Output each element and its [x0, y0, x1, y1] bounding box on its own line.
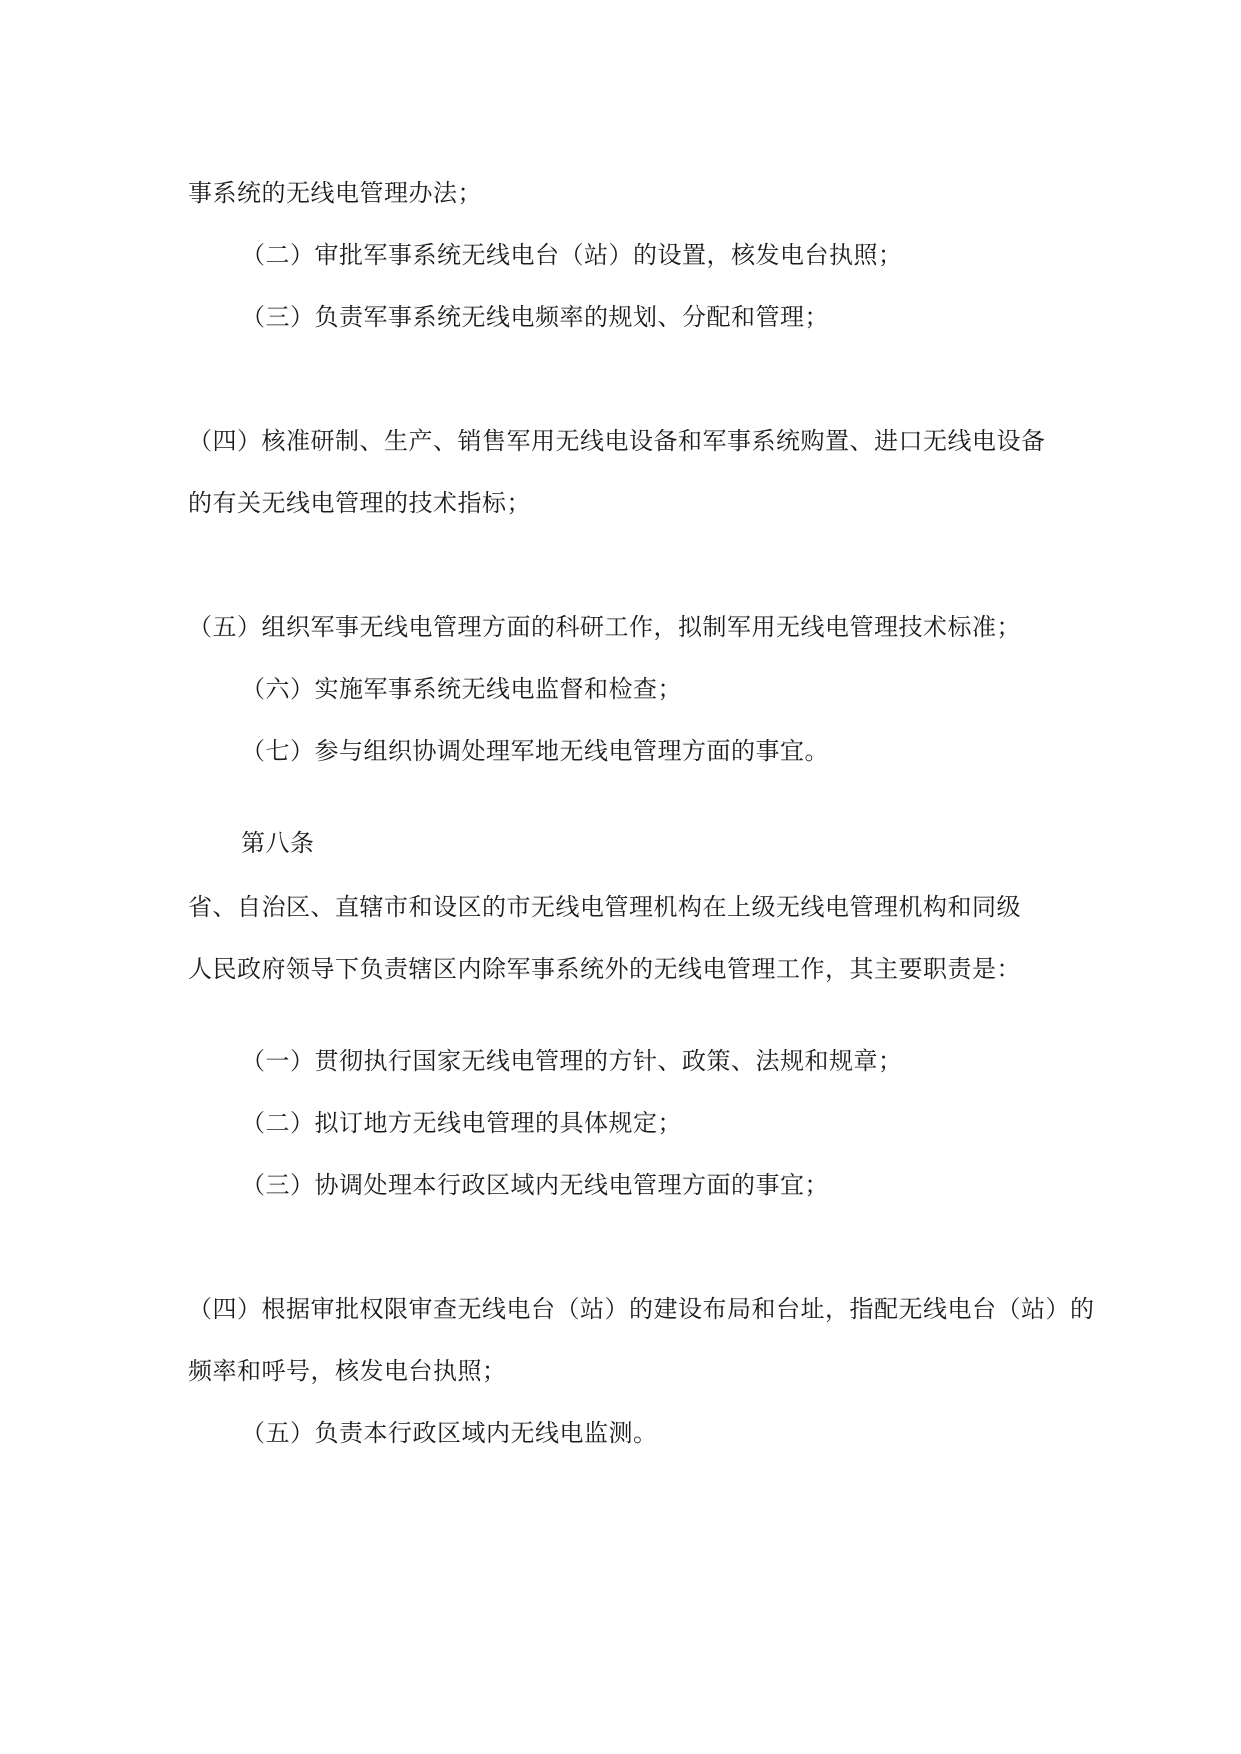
text-line: 的有关无线电管理的技术指标；: [188, 489, 531, 517]
text-line: （六）实施军事系统无线电监督和检查；: [241, 675, 682, 703]
text-line: （五）负责本行政区域内无线电监测。: [241, 1419, 658, 1447]
text-line: （三）负责军事系统无线电频率的规划、分配和管理；: [241, 303, 829, 331]
article-heading: 第八条: [241, 829, 315, 857]
text-line: （二）拟订地方无线电管理的具体规定；: [241, 1109, 682, 1137]
text-line: （三）协调处理本行政区域内无线电管理方面的事宜；: [241, 1171, 829, 1199]
text-line: （一）贯彻执行国家无线电管理的方针、政策、法规和规章；: [241, 1047, 903, 1075]
text-line: 人民政府领导下负责辖区内除军事系统外的无线电管理工作，其主要职责是：: [188, 955, 1021, 983]
text-line: （二）审批军事系统无线电台（站）的设置，核发电台执照；: [241, 241, 903, 269]
text-line: （五）组织军事无线电管理方面的科研工作，拟制军用无线电管理技术标准；: [188, 613, 1021, 641]
text-line: 省、自治区、直辖市和设区的市无线电管理机构在上级无线电管理机构和同级: [188, 893, 1021, 921]
text-line: 事系统的无线电管理办法；: [188, 179, 482, 207]
text-line: （四）根据审批权限审查无线电台（站）的建设布局和台址，指配无线电台（站）的: [188, 1295, 1095, 1323]
text-line: （七）参与组织协调处理军地无线电管理方面的事宜。: [241, 737, 829, 765]
text-line: （四）核准研制、生产、销售军用无线电设备和军事系统购置、进口无线电设备: [188, 427, 1046, 455]
text-line: 频率和呼号，核发电台执照；: [188, 1357, 507, 1385]
